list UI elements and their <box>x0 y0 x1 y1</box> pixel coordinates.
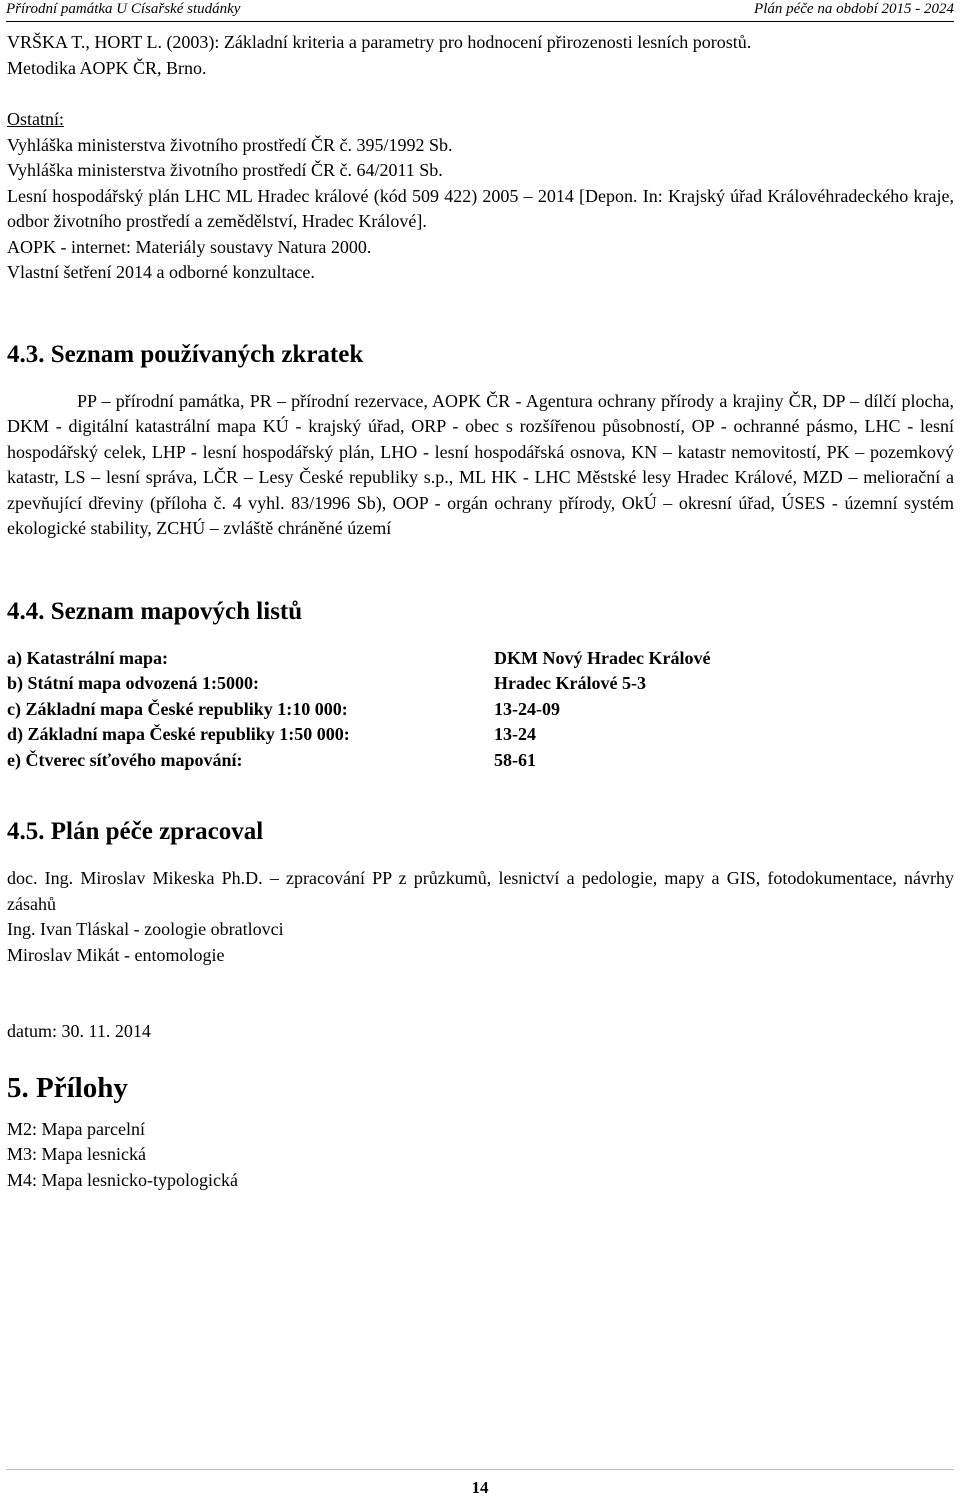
header-plan-period: Plán péče na období 2015 - 2024 <box>754 1 954 17</box>
appendix-item: M3: Mapa lesnická <box>7 1144 146 1164</box>
page-header <box>6 0 954 22</box>
section-heading-abbreviations: 4.3. Seznam používaných zkratek <box>7 340 364 368</box>
section-heading-map-sheets: 4.4. Seznam mapových listů <box>7 597 303 625</box>
reference-line: VRŠKA T., HORT L. (2003): Základní kriteria a parametry pro hodnocení přirozenosti lesních porostů. <box>7 32 752 52</box>
date-line <box>7 1019 954 1045</box>
map-sheet-value: 13-24-09 <box>494 698 560 719</box>
map-sheet-value: Hradec Králové 5-3 <box>494 673 646 693</box>
section-heading-appendices: 5. Přílohy <box>7 1071 128 1104</box>
author-entry: Miroslav Mikát - entomologie <box>7 944 225 965</box>
reference-vrska <box>7 30 954 81</box>
page-content <box>7 30 954 1193</box>
map-sheet-row <box>7 722 954 748</box>
appendix-item: M2: Mapa parcelní <box>7 1118 145 1139</box>
map-sheet-label: e) Čtverec síťového mapování: <box>7 749 243 770</box>
other-source-item: Vyhláška ministerstva životního prostředí ČR č. 64/2011 Sb. <box>7 160 443 180</box>
other-sources-heading: Ostatní: <box>7 109 64 129</box>
map-sheet-row <box>7 646 954 672</box>
map-sheet-label: c) Základní mapa České republiky 1:10 000: <box>7 698 348 719</box>
other-source-item: Vyhláška ministerstva životního prostředí ČR č. 395/1992 Sb. <box>7 134 453 155</box>
map-sheet-value: DKM Nový Hradec Králové <box>494 647 711 668</box>
footer-divider <box>6 1469 954 1470</box>
appendix-item: M4: Mapa lesnicko-typologická <box>7 1169 238 1190</box>
abbreviations-paragraph: PP – přírodní památka, PR – přírodní rezervace, AOPK ČR - Agentura ochrany přírody a krajiny ČR, DP – dílčí plocha, DKM - digitální katastrální mapa KÚ - krajský úřad, ORP - obec s rozšířenou působností, OP - ochranné pásmo, LHC - lesní hospodářský celek, LHP - lesní hospodářský plán, LHO - lesní hospodářská osnova, KN – katastr nemovitostí, PK – pozemkový katastr, LS – lesní správa, LČR – Lesy České republiky s.p., ML HK - LHC Městské lesy Hradec Králové, MZD – meliorační a zpevňující dřeviny (příloha č. 4 vyhl. 83/1996 Sb), OOP - orgán ochrany přírody, OkÚ – okresní úřad, ÚSES - územní systém ekologické stability, ZCHÚ – zvláště chráněné území <box>7 390 954 538</box>
map-sheet-row <box>7 697 954 723</box>
appendices-list <box>7 1117 954 1194</box>
page-number: 14 <box>471 1478 489 1497</box>
map-sheet-row <box>7 671 954 697</box>
map-sheet-label: a) Katastrální mapa: <box>7 647 168 668</box>
map-sheet-row <box>7 748 954 774</box>
author-entry: doc. Ing. Miroslav Mikeska Ph.D. – zpracování PP z průzkumů, lesnictví a pedologie, mapy a GIS, fotodokumentace, návrhy zásahů <box>7 868 954 914</box>
date-value: 30. 11. 2014 <box>57 1021 151 1041</box>
other-sources <box>7 107 954 286</box>
date-label: datum: <box>7 1021 57 1041</box>
map-sheet-value: 13-24 <box>494 724 536 744</box>
author-entry: Ing. Ivan Tláskal - zoologie obratlovci <box>7 919 284 939</box>
other-source-item: Lesní hospodářský plán LHC ML Hradec králové (kód 509 422) 2005 – 2014 [Depon. In: Krajský úřad Královéhradeckého kraje, odbor životního prostředí a zemědělství, Hradec Králové]. <box>7 185 954 231</box>
map-sheet-label: b) Státní mapa odvozená 1:5000: <box>7 673 260 693</box>
authors-list <box>7 866 954 968</box>
reference-line: Metodika AOPK ČR, Brno. <box>7 57 207 78</box>
header-document-title: Přírodní památka U Císařské studánky <box>6 1 241 17</box>
other-source-item: AOPK - internet: Materiály soustavy Natura 2000. <box>7 236 372 257</box>
section-heading-prepared-by: 4.5. Plán péče zpracoval <box>7 818 264 845</box>
map-sheet-label: d) Základní mapa České republiky 1:50 000: <box>7 724 350 744</box>
other-source-item: Vlastní šetření 2014 a odborné konzultace. <box>7 262 315 282</box>
map-sheets-list <box>7 646 954 774</box>
map-sheet-value: 58-61 <box>494 749 536 770</box>
